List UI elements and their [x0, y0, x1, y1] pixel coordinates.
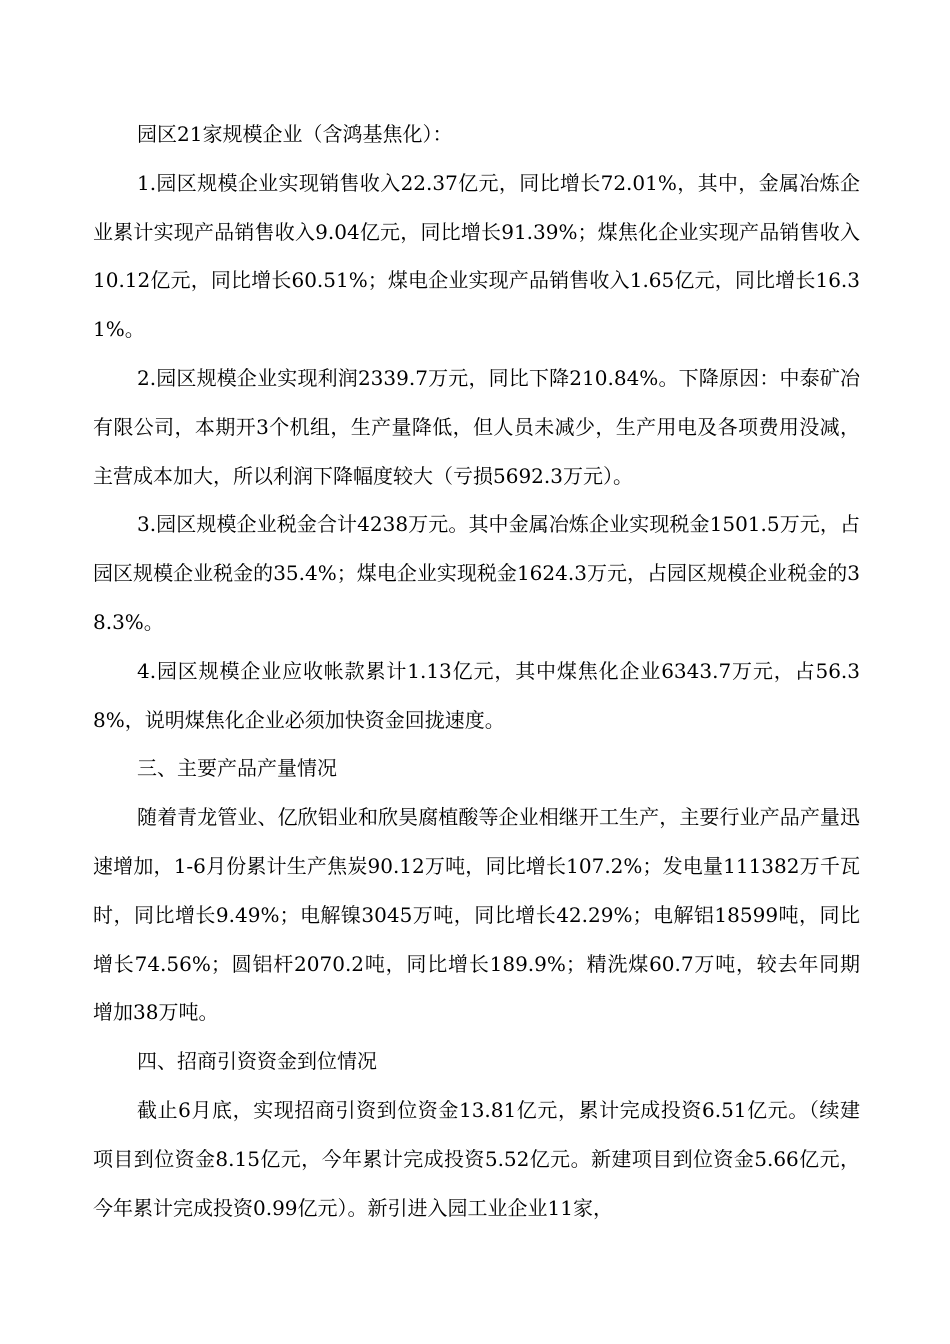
- paragraph-intro: 园区21家规模企业（含鸿基焦化）：: [137, 122, 453, 146]
- paragraph-receivables: 4.园区规模企业应收帐款累计1.13亿元，其中煤焦化企业6343.7万元，占56.38%，说明煤焦化企业必须加快资金回拢速度。: [93, 658, 860, 732]
- section-heading-production: 三、主要产品产量情况: [137, 756, 337, 781]
- paragraph-production: 随着青龙管业、亿欣铝业和欣昊腐植酸等企业相继开工生产，主要行业产品产量迅速增加，1-6月份累计生产焦炭90.12万吨，同比增长107.2%；发电量111382万千瓦时，同比增长9.49%；电解镍3045万吨，同比增长42.29%；电解铝18599吨，同比增长74.56%；圆铝杆2070.2吨，同比增长189.9%；精洗煤60.7万吨，较去年同期增加38万吨。: [93, 805, 860, 1025]
- paragraph-sales-revenue: 1.园区规模企业实现销售收入22.37亿元，同比增长72.01%，其中，金属冶炼企业累计实现产品销售收入9.04亿元，同比增长91.39%；煤焦化企业实现产品销售收入10.12亿元，同比增长60.51%；煤电企业实现产品销售收入1.65亿元，同比增长16.31%。: [93, 170, 860, 342]
- paragraph-tax: 3.园区规模企业税金合计4238万元。其中金属冶炼企业实现税金1501.5万元，占园区规模企业税金的35.4%；煤电企业实现税金1624.3万元，占园区规模企业税金的38.3%。: [93, 512, 860, 634]
- section-heading-investment: 四、招商引资资金到位情况: [137, 1049, 377, 1074]
- paragraph-investment: 截止6月底，实现招商引资到位资金13.81亿元，累计完成投资6.51亿元。（续建项目到位资金8.15亿元，今年累计完成投资5.52亿元。新建项目到位资金5.66亿元，今年累计完成投资0.99亿元）。新引进入园工业企业11家，: [93, 1097, 860, 1220]
- paragraph-profit: 2.园区规模企业实现利润2339.7万元，同比下降210.84%。下降原因：中泰矿冶有限公司，本期开3个机组，生产量降低，但人员未减少，生产用电及各项费用没减，主营成本加大，所以利润下降幅度较大（亏损5692.3万元）。: [93, 365, 860, 488]
- document-body: [93, 110, 860, 1232]
